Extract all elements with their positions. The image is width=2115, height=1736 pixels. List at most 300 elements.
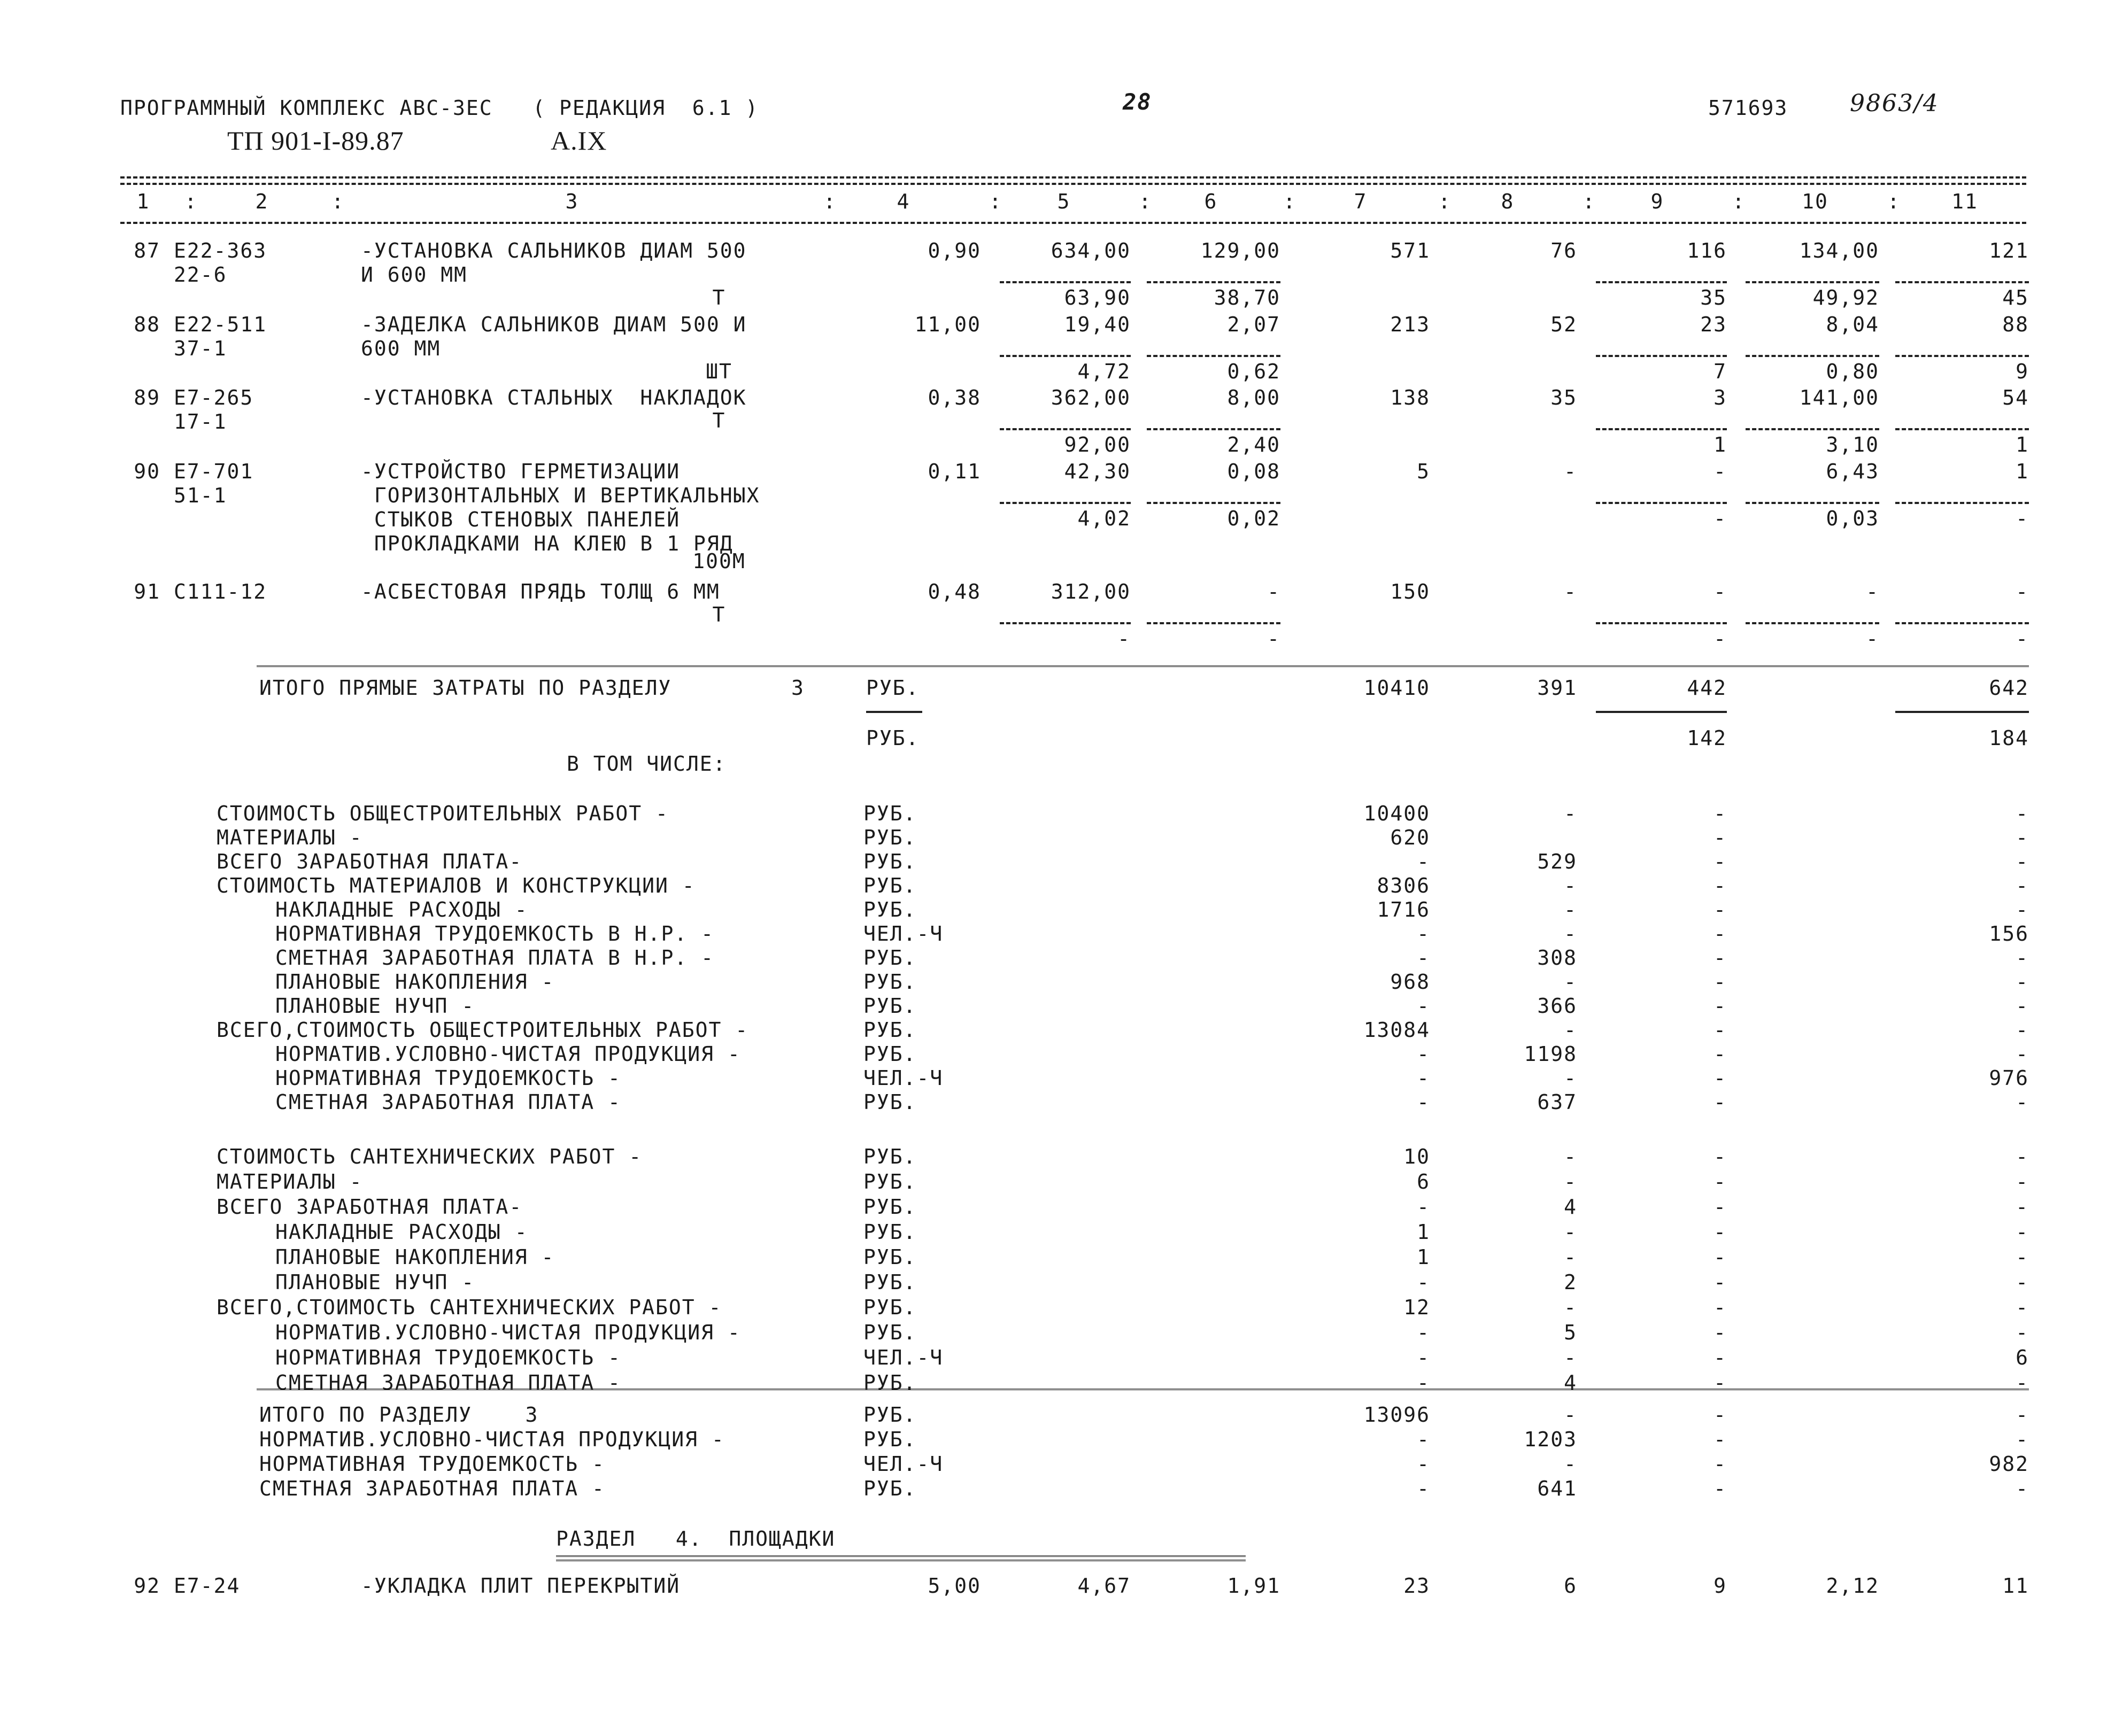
summary-c7: 8306 (1377, 874, 1430, 897)
total-direct-c8: 391 (1537, 676, 1577, 700)
summary-c9: - (1713, 1371, 1727, 1394)
summary-label: СМЕТНАЯ ЗАРАБОТНАЯ ПЛАТА - (275, 1090, 621, 1114)
summary-c9: - (1713, 970, 1727, 994)
item-value-7: 23 (1403, 1574, 1430, 1598)
summary-c9: - (1713, 1170, 1727, 1194)
summary-unit: РУБ. (863, 1371, 917, 1394)
sub-rule (1000, 428, 1131, 430)
item-value-11: 121 (1989, 239, 2029, 262)
summary-c9: - (1713, 1090, 1727, 1114)
summary-c7: - (1417, 1321, 1430, 1344)
item-value-11: 88 (2002, 313, 2029, 336)
item-value-4: 11,00 (914, 313, 981, 336)
summary-c8: - (1564, 898, 1577, 921)
column-separator: : (1583, 190, 1596, 213)
column-header-11: 11 (1951, 190, 1978, 213)
summary-c11: - (2016, 970, 2029, 994)
summary-c8: 4 (1564, 1195, 1577, 1219)
column-separator: : (184, 190, 198, 213)
total-direct-c7: 10410 (1363, 676, 1430, 700)
summary-c11: - (2016, 1170, 2029, 1194)
sub-rule (1000, 281, 1131, 283)
summary-c9: - (1713, 1296, 1727, 1319)
section-total-c11: - (2016, 1477, 2029, 1500)
summary-c8: 4 (1564, 1371, 1577, 1394)
summary-c8: 366 (1537, 994, 1577, 1018)
summary-c9: - (1713, 1195, 1727, 1219)
item-code-sub: 22-6 (174, 263, 227, 286)
summary-c8: - (1564, 970, 1577, 994)
summary-c11: - (2016, 1042, 2029, 1066)
section-total-c11: - (2016, 1428, 2029, 1451)
summary-label: СТОИМОСТЬ ОБЩЕСТРОИТЕЛЬНЫХ РАБОТ - (217, 802, 669, 825)
column-separator: : (1438, 190, 1452, 213)
item-code: Е22-511 (174, 313, 267, 336)
item-value-9: - (1713, 580, 1727, 603)
item-number: 87 (134, 239, 160, 262)
item-value-8: 52 (1550, 313, 1577, 336)
item-value-9: 23 (1700, 313, 1727, 336)
item-subvalue-5: 63,90 (1064, 286, 1131, 309)
item-code-sub: 37-1 (174, 337, 227, 360)
item-subvalue-10: 0,80 (1826, 360, 1879, 383)
summary-c11: - (2016, 1270, 2029, 1294)
item-description: -ЗАДЕЛКА САЛЬНИКОВ ДИАМ 500 И (361, 313, 747, 336)
section-total-label: СМЕТНАЯ ЗАРАБОТНАЯ ПЛАТА - (259, 1477, 605, 1500)
column-separator: : (1283, 190, 1296, 213)
section-total-label: НОРМАТИВ.УСЛОВНО-ЧИСТАЯ ПРОДУКЦИЯ - (259, 1428, 725, 1451)
item-value-6: 1,91 (1227, 1574, 1280, 1598)
item-value-9: - (1713, 460, 1727, 483)
summary-c9: - (1713, 1066, 1727, 1090)
total-direct-unit: РУБ. (866, 676, 920, 700)
summary-c9: - (1713, 850, 1727, 873)
item-description: -УКЛАДКА ПЛИТ ПЕРЕКРЫТИЙ (361, 1574, 681, 1598)
summary-unit: РУБ. (863, 826, 917, 849)
item-value-6: 8,00 (1227, 386, 1280, 409)
summary-c7: - (1417, 1371, 1430, 1394)
item-value-6: 0,08 (1227, 460, 1280, 483)
item-unit: ШТ (706, 360, 732, 383)
item-subvalue-10: 0,03 (1826, 507, 1879, 530)
item-subvalue-9: 7 (1713, 360, 1727, 383)
item-description: ПРОКЛАДКАМИ НА КЛЕЮ В 1 РЯД (361, 532, 734, 555)
summary-label: МАТЕРИАЛЫ - (217, 1170, 363, 1194)
sub-rule (1147, 622, 1280, 624)
item-description: -УСТАНОВКА САЛЬНИКОВ ДИАМ 500 (361, 239, 747, 262)
column-header-10: 10 (1802, 190, 1828, 213)
summary-c7: 10400 (1363, 802, 1430, 825)
column-header-2: 2 (255, 190, 269, 213)
column-header-7: 7 (1354, 190, 1368, 213)
summary-label: ВСЕГО,СТОИМОСТЬ САНТЕХНИЧЕСКИХ РАБОТ - (217, 1296, 722, 1319)
section-total-c9: - (1713, 1477, 1727, 1500)
item-value-10: 8,04 (1826, 313, 1879, 336)
summary-c9: - (1713, 1321, 1727, 1344)
summary-label: СТОИМОСТЬ МАТЕРИАЛОВ И КОНСТРУКЦИИ - (217, 874, 696, 897)
summary-c11: - (2016, 874, 2029, 897)
program-title: ПРОГРАММНЫЙ КОМПЛЕКС АВС-ЗЕС ( РЕДАКЦИЯ 6.1 ) (120, 96, 759, 120)
sub-rule (1596, 711, 1727, 713)
item-description: 600 ММ (361, 337, 441, 360)
summary-unit: РУБ. (863, 1170, 917, 1194)
summary-c8: - (1564, 1145, 1577, 1168)
summary-c9: - (1713, 946, 1727, 970)
column-header-9: 9 (1650, 190, 1664, 213)
summary-c9: - (1713, 898, 1727, 921)
summary-c7: 620 (1390, 826, 1430, 849)
section-total-c7: - (1417, 1452, 1430, 1476)
summary-c7: - (1417, 922, 1430, 945)
column-separator: : (331, 190, 345, 213)
summary-label: НОРМАТИВНАЯ ТРУДОЕМКОСТЬ - (275, 1066, 621, 1090)
item-value-10: 141,00 (1799, 386, 1879, 409)
sub-rule (1895, 622, 2029, 624)
item-value-10: 2,12 (1826, 1574, 1879, 1598)
item-subvalue-9: - (1713, 507, 1727, 530)
item-value-5: 312,00 (1051, 580, 1131, 603)
summary-unit: РУБ. (863, 1270, 917, 1294)
item-subvalue-6: - (1267, 627, 1280, 650)
item-subvalue-11: - (2016, 507, 2029, 530)
document-code: 571693 (1708, 96, 1788, 120)
item-subvalue-5: 4,02 (1077, 507, 1131, 530)
section-total-c7: 13096 (1363, 1403, 1430, 1427)
summary-label: НОРМАТИВНАЯ ТРУДОЕМКОСТЬ В Н.Р. - (275, 922, 714, 945)
summary-c7: - (1417, 1090, 1430, 1114)
item-code-sub: 17-1 (174, 410, 227, 433)
summary-c7: - (1417, 1066, 1430, 1090)
summary-c11: - (2016, 898, 2029, 921)
summary-c11: - (2016, 1321, 2029, 1344)
summary-c7: - (1417, 1270, 1430, 1294)
section-total-c8: 641 (1537, 1477, 1577, 1500)
summary-c8: - (1564, 1346, 1577, 1369)
section-total-c9: - (1713, 1403, 1727, 1427)
item-value-5: 634,00 (1051, 239, 1131, 262)
item-value-8: - (1564, 580, 1577, 603)
item-value-8: 6 (1564, 1574, 1577, 1598)
summary-c7: - (1417, 1042, 1430, 1066)
item-subvalue-9: - (1713, 627, 1727, 650)
item-unit: Т (712, 286, 726, 309)
summary-label: ВСЕГО ЗАРАБОТНАЯ ПЛАТА- (217, 850, 523, 873)
total-direct-c11: 642 (1989, 676, 2029, 700)
summary-unit: РУБ. (863, 1195, 917, 1219)
column-header-5: 5 (1057, 190, 1071, 213)
section-total-unit: ЧЕЛ.-Ч (863, 1452, 944, 1476)
summary-c8: - (1564, 802, 1577, 825)
total-direct-s11: 184 (1989, 726, 2029, 750)
section-total-unit: РУБ. (863, 1403, 917, 1427)
total-direct-section: 3 (791, 676, 805, 700)
summary-c8: - (1564, 1066, 1577, 1090)
summary-unit: РУБ. (863, 1018, 917, 1042)
summary-c8: 5 (1564, 1321, 1577, 1344)
section-total-c7: - (1417, 1428, 1430, 1451)
item-value-8: 35 (1550, 386, 1577, 409)
item-value-6: - (1267, 580, 1280, 603)
item-value-4: 0,48 (928, 580, 981, 603)
summary-c7: - (1417, 994, 1430, 1018)
summary-unit: ЧЕЛ.-Ч (863, 1066, 944, 1090)
summary-c8: 1198 (1524, 1042, 1577, 1066)
item-subvalue-11: 1 (2016, 433, 2029, 456)
summary-c9: - (1713, 1145, 1727, 1168)
item-number: 90 (134, 460, 160, 483)
item-number: 89 (134, 386, 160, 409)
sub-rule (1147, 502, 1280, 504)
handwritten-number: 9863/4 (1850, 90, 1939, 117)
section-total-label: НОРМАТИВНАЯ ТРУДОЕМКОСТЬ - (259, 1452, 605, 1476)
item-value-10: 134,00 (1799, 239, 1879, 262)
summary-c9: - (1713, 802, 1727, 825)
total-direct-unit-2: РУБ. (866, 726, 920, 750)
section-total-unit: РУБ. (863, 1428, 917, 1451)
summary-label: НОРМАТИВ.УСЛОВНО-ЧИСТАЯ ПРОДУКЦИЯ - (275, 1042, 741, 1066)
summary-c11: - (2016, 1145, 2029, 1168)
table-top-rule-2 (120, 183, 2026, 185)
summary-label: ПЛАНОВЫЕ НАКОПЛЕНИЯ - (275, 1245, 555, 1269)
summary-c8: 637 (1537, 1090, 1577, 1114)
summary-c8: - (1564, 1296, 1577, 1319)
sub-rule (1746, 502, 1879, 504)
total-rule (257, 665, 2029, 670)
summary-label: НАКЛАДНЫЕ РАСХОДЫ - (275, 898, 528, 921)
summary-c9: - (1713, 922, 1727, 945)
section-4-underline-2 (556, 1560, 1246, 1564)
item-value-7: 213 (1390, 313, 1430, 336)
summary-unit: РУБ. (863, 1042, 917, 1066)
summary-c7: - (1417, 1346, 1430, 1369)
summary-label: ВСЕГО,СТОИМОСТЬ ОБЩЕСТРОИТЕЛЬНЫХ РАБОТ - (217, 1018, 749, 1042)
section-total-c8: - (1564, 1403, 1577, 1427)
summary-c7: 968 (1390, 970, 1430, 994)
summary-unit: РУБ. (863, 970, 917, 994)
column-header-8: 8 (1501, 190, 1515, 213)
column-header-1: 1 (136, 190, 150, 213)
item-value-8: - (1564, 460, 1577, 483)
summary-c9: - (1713, 1042, 1727, 1066)
section-total-c11: - (2016, 1403, 2029, 1427)
item-number: 92 (134, 1574, 160, 1598)
item-value-8: 76 (1550, 239, 1577, 262)
summary-c9: - (1713, 1245, 1727, 1269)
item-subvalue-5: 4,72 (1077, 360, 1131, 383)
item-subvalue-6: 0,02 (1227, 507, 1280, 530)
item-description: ГОРИЗОНТАЛЬНЫХ И ВЕРТИКАЛЬНЫХ (361, 484, 760, 507)
summary-unit: РУБ. (863, 1220, 917, 1244)
summary-c8: - (1564, 874, 1577, 897)
summary-c11: - (2016, 802, 2029, 825)
table-top-rule (120, 176, 2026, 179)
summary-unit: РУБ. (863, 946, 917, 970)
summary-label: МАТЕРИАЛЫ - (217, 826, 363, 849)
sub-rule (1000, 502, 1131, 504)
sub-rule (1596, 622, 1727, 624)
item-description: -УСТАНОВКА СТАЛЬНЫХ НАКЛАДОК (361, 386, 747, 409)
item-subvalue-6: 0,62 (1227, 360, 1280, 383)
summary-unit: РУБ. (863, 1245, 917, 1269)
summary-c11: - (2016, 1371, 2029, 1394)
sub-rule (1596, 355, 1727, 357)
sub-rule (1596, 281, 1727, 283)
item-description: СТЫКОВ СТЕНОВЫХ ПАНЕЛЕЙ (361, 508, 681, 531)
sub-rule (1000, 355, 1131, 357)
summary-unit: РУБ. (863, 1090, 917, 1114)
total-direct-s9: 142 (1687, 726, 1727, 750)
item-subvalue-10: - (1866, 627, 1879, 650)
column-separator: : (1887, 190, 1901, 213)
item-value-7: 150 (1390, 580, 1430, 603)
item-value-7: 138 (1390, 386, 1430, 409)
item-value-6: 2,07 (1227, 313, 1280, 336)
item-number: 91 (134, 580, 160, 603)
summary-c7: 13084 (1363, 1018, 1430, 1042)
item-value-9: 116 (1687, 239, 1727, 262)
summary-c8: - (1564, 1220, 1577, 1244)
item-value-9: 9 (1713, 1574, 1727, 1598)
section-4-title: РАЗДЕЛ 4. ПЛОЩАДКИ (556, 1527, 836, 1551)
summary-unit: РУБ. (863, 1296, 917, 1319)
sub-rule (1895, 502, 2029, 504)
summary-c9: - (1713, 1346, 1727, 1369)
summary-c11: - (2016, 1245, 2029, 1269)
item-value-11: 1 (2016, 460, 2029, 483)
summary-c9: - (1713, 1220, 1727, 1244)
sub-rule (1746, 428, 1879, 430)
summary-label: СМЕТНАЯ ЗАРАБОТНАЯ ПЛАТА В Н.Р. - (275, 946, 714, 970)
sub-rule (1895, 711, 2029, 713)
column-header-3: 3 (565, 190, 579, 213)
column-header-rule (120, 222, 2026, 224)
item-subvalue-9: 1 (1713, 433, 1727, 456)
column-separator: : (1139, 190, 1152, 213)
item-subvalue-6: 38,70 (1214, 286, 1280, 309)
summary-c7: 12 (1403, 1296, 1430, 1319)
summary-c11: - (2016, 1296, 2029, 1319)
summary-c9: - (1713, 1018, 1727, 1042)
item-value-11: - (2016, 580, 2029, 603)
section-total-label: ИТОГО ПО РАЗДЕЛУ 3 (259, 1403, 539, 1427)
item-subvalue-6: 2,40 (1227, 433, 1280, 456)
summary-unit: РУБ. (863, 898, 917, 921)
sub-rule (1596, 428, 1727, 430)
sub-rule (1147, 428, 1280, 430)
section-total-c9: - (1713, 1428, 1727, 1451)
sub-rule (1147, 281, 1280, 283)
sub-rule (1746, 622, 1879, 624)
summary-c11: - (2016, 1195, 2029, 1219)
sub-rule (1895, 281, 2029, 283)
item-code: С111-12 (174, 580, 267, 603)
item-subvalue-5: - (1117, 627, 1131, 650)
project-number: ТП 901-I-89.87 (227, 126, 404, 156)
summary-label: ПЛАНОВЫЕ НУЧП - (275, 1270, 475, 1294)
item-value-9: 3 (1713, 386, 1727, 409)
item-value-5: 42,30 (1064, 460, 1131, 483)
summary-unit: ЧЕЛ.-Ч (863, 1346, 944, 1369)
item-subvalue-11: - (2016, 627, 2029, 650)
item-code: Е7-701 (174, 460, 254, 483)
item-code-sub: 51-1 (174, 484, 227, 507)
summary-c7: - (1417, 1195, 1430, 1219)
item-value-7: 571 (1390, 239, 1430, 262)
item-number: 88 (134, 313, 160, 336)
summary-c11: 156 (1989, 922, 2029, 945)
sub-rule (1746, 355, 1879, 357)
section-total-c8: - (1564, 1452, 1577, 1476)
page-number: 28 (1123, 89, 1152, 115)
column-separator: : (989, 190, 1002, 213)
summary-c8: 308 (1537, 946, 1577, 970)
item-description: И 600 ММ (361, 263, 468, 286)
summary-label: ПЛАНОВЫЕ НАКОПЛЕНИЯ - (275, 970, 555, 994)
summary-c7: 1 (1417, 1220, 1430, 1244)
summary-c11: - (2016, 1220, 2029, 1244)
item-description: -АСБЕСТОВАЯ ПРЯДЬ ТОЛЩ 6 ММ (361, 580, 720, 603)
item-description: -УСТРОЙСТВО ГЕРМЕТИЗАЦИИ (361, 460, 681, 483)
summary-c9: - (1713, 1270, 1727, 1294)
summary-c8: 2 (1564, 1270, 1577, 1294)
item-value-11: 54 (2002, 386, 2029, 409)
summary-c9: - (1713, 826, 1727, 849)
unit-rule (866, 711, 922, 713)
item-value-4: 0,11 (928, 460, 981, 483)
including-label: В ТОМ ЧИСЛЕ: (567, 752, 727, 776)
sub-rule (1895, 428, 2029, 430)
section-total-c7: - (1417, 1477, 1430, 1500)
total-direct-c9: 442 (1687, 676, 1727, 700)
summary-c8: - (1564, 922, 1577, 945)
section-total-c9: - (1713, 1452, 1727, 1476)
summary-label: ВСЕГО ЗАРАБОТНАЯ ПЛАТА- (217, 1195, 523, 1219)
item-value-5: 362,00 (1051, 386, 1131, 409)
summary-c11: - (2016, 994, 2029, 1018)
item-value-6: 129,00 (1200, 239, 1280, 262)
summary-label: НОРМАТИВНАЯ ТРУДОЕМКОСТЬ - (275, 1346, 621, 1369)
summary-unit: РУБ. (863, 802, 917, 825)
sub-rule (1746, 281, 1879, 283)
item-value-5: 4,67 (1077, 1574, 1131, 1598)
item-value-10: - (1866, 580, 1879, 603)
item-code: Е7-24 (174, 1574, 241, 1598)
item-subvalue-10: 3,10 (1826, 433, 1879, 456)
summary-c7: 10 (1403, 1145, 1430, 1168)
item-value-7: 5 (1417, 460, 1430, 483)
summary-c7: 1 (1417, 1245, 1430, 1269)
section-total-c8: 1203 (1524, 1428, 1577, 1451)
column-separator: : (823, 190, 837, 213)
column-header-6: 6 (1204, 190, 1218, 213)
summary-label: ПЛАНОВЫЕ НУЧП - (275, 994, 475, 1018)
sub-rule (1596, 502, 1727, 504)
item-code: Е7-265 (174, 386, 254, 409)
summary-c11: 6 (2016, 1346, 2029, 1369)
summary-unit: РУБ. (863, 1321, 917, 1344)
item-value-5: 19,40 (1064, 313, 1131, 336)
summary-c11: - (2016, 826, 2029, 849)
item-subvalue-10: 49,92 (1812, 286, 1879, 309)
summary-label: СТОИМОСТЬ САНТЕХНИЧЕСКИХ РАБОТ - (217, 1145, 643, 1168)
summary-c8: 529 (1537, 850, 1577, 873)
item-value-4: 5,00 (928, 1574, 981, 1598)
total-direct-label: ИТОГО ПРЯМЫЕ ЗАТРАТЫ ПО РАЗДЕЛУ (259, 676, 672, 700)
item-unit: 100М (692, 549, 746, 573)
sub-rule (1147, 355, 1280, 357)
sub-rule (1895, 355, 2029, 357)
summary-label: НОРМАТИВ.УСЛОВНО-ЧИСТАЯ ПРОДУКЦИЯ - (275, 1321, 741, 1344)
